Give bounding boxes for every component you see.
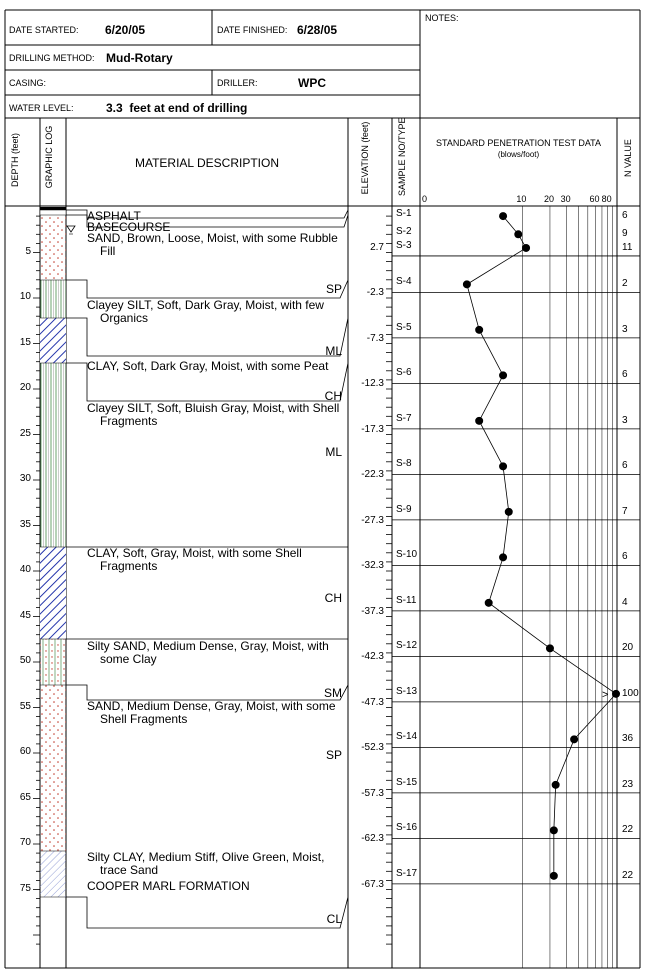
n-value: 6 — [622, 369, 628, 381]
spt-tick-label: 0 — [422, 194, 428, 204]
elevation-value: -7.3 — [366, 332, 384, 344]
depth-label: 45 — [19, 609, 31, 621]
n-value: 9 — [622, 228, 628, 240]
depth-label: 20 — [19, 382, 31, 393]
material-description — [87, 880, 250, 893]
driller-value: WPC — [298, 76, 326, 90]
elevation-value: 2.7 — [370, 241, 384, 253]
n-value: 11 — [622, 241, 633, 253]
uscs-symbol: CL — [326, 912, 342, 926]
sample-number: S-9 — [396, 503, 412, 515]
elevation-value: -67.3 — [361, 878, 384, 890]
n-value-column-header: N VALUE — [623, 139, 633, 177]
material-line: trace Sand — [100, 863, 159, 877]
material-line: BASECOURSE — [87, 220, 171, 234]
depth-label: 70 — [19, 837, 31, 848]
elevation-value: -17.3 — [361, 423, 384, 435]
uscs-symbol: CH — [324, 389, 342, 403]
sample-number: S-4 — [396, 276, 412, 288]
elevation-value: -62.3 — [361, 833, 384, 844]
n-value: 23 — [622, 778, 634, 790]
depth-label: 10 — [19, 291, 31, 302]
sample-number: S-7 — [396, 412, 412, 424]
sample-number: S-1 — [396, 208, 412, 220]
depth-label: 75 — [19, 882, 31, 894]
n-value: 2 — [622, 278, 628, 290]
depth-column-header: DEPTH (feet) — [10, 133, 20, 188]
sample-number: S-2 — [396, 226, 412, 238]
spt-point — [499, 553, 507, 561]
sample-number: S-3 — [396, 239, 412, 251]
material-line: CLAY, Soft, Gray, Moist, with some Shell — [87, 546, 302, 560]
date-started-label: DATE STARTED: — [9, 25, 79, 35]
depth-label: 60 — [19, 746, 31, 757]
casing-label: CASING: — [9, 78, 47, 88]
notes-label: NOTES: — [425, 13, 459, 23]
elevation-value: -47.3 — [361, 696, 384, 708]
depth-label: 40 — [19, 564, 31, 575]
sample-number: S-5 — [396, 321, 412, 333]
spt-point — [550, 872, 558, 880]
depth-label: 50 — [19, 655, 31, 666]
n-value: 4 — [622, 596, 628, 608]
n-value: 20 — [622, 642, 634, 654]
material-description — [87, 851, 324, 877]
spt-point — [499, 212, 507, 220]
elevation-value: -42.3 — [361, 651, 384, 662]
elevation-value: -52.3 — [361, 742, 384, 753]
material-line: Fragments — [100, 559, 158, 573]
graphic-log-column — [40, 207, 75, 897]
spt-point — [475, 417, 483, 425]
date-finished-label: DATE FINISHED: — [217, 25, 288, 35]
sample-number: S-8 — [396, 458, 412, 470]
uscs-symbol: SP — [325, 748, 342, 762]
water-level-value: 3.3 feet at end of drilling — [106, 101, 248, 115]
sample-number: S-16 — [396, 822, 418, 834]
uscs-symbol: SP — [325, 282, 342, 296]
material-description — [87, 232, 338, 258]
sample-boundaries — [392, 256, 640, 884]
n-value: 6 — [622, 551, 628, 563]
material-description — [87, 640, 329, 666]
elevation-column-header: ELEVATION (feet) — [360, 121, 370, 195]
elevation-value: -12.3 — [361, 378, 384, 389]
n-value: 36 — [622, 733, 634, 745]
material-line: Shell Fragments — [100, 712, 188, 726]
spt-point — [505, 508, 513, 516]
uscs-symbol: CH — [324, 591, 342, 605]
sample-number: S-13 — [396, 685, 418, 697]
spt-tick-label: 10 — [516, 194, 527, 204]
elevation-value: -32.3 — [361, 560, 384, 571]
material-line: Clayey SILT, Soft, Dark Gray, Moist, with few — [87, 298, 324, 312]
sample-number: S-17 — [396, 867, 418, 879]
material-line: some Clay — [100, 652, 157, 666]
sample-number: S-11 — [396, 594, 417, 606]
spt-tick-label: 60 — [589, 194, 600, 204]
spt-point — [522, 244, 530, 252]
material-description — [87, 700, 336, 726]
spt-point — [463, 280, 471, 288]
elevation-value: -37.3 — [361, 605, 384, 617]
n-value: 7 — [622, 505, 628, 517]
spt-point — [485, 599, 493, 607]
material-line: Organics — [100, 311, 149, 325]
uscs-symbol: ML — [325, 445, 342, 459]
spt-point — [552, 781, 560, 789]
uscs-symbol: ML — [325, 344, 342, 358]
graphic-log-column-header: GRAPHIC LOG — [44, 125, 54, 189]
material-description-header: MATERIAL DESCRIPTION — [134, 156, 280, 170]
spt-point — [546, 644, 554, 652]
spt-tick-label: 80 — [601, 194, 612, 204]
spt-overflow-marker: > — [602, 688, 609, 701]
spt-point — [550, 826, 558, 834]
elevation-ticks — [386, 216, 392, 944]
sample-number: S-15 — [396, 776, 418, 788]
spt-units: (blows/foot) — [497, 150, 540, 159]
drilling-method-label: DRILLING METHOD: — [9, 53, 95, 63]
depth-label: 55 — [19, 700, 31, 712]
elevation-value: -2.3 — [366, 287, 384, 298]
date-finished-value: 6/28/05 — [297, 23, 338, 37]
depth-ticks — [33, 216, 40, 944]
water-level-label: WATER LEVEL: — [9, 103, 74, 113]
spt-point — [570, 735, 578, 743]
elevation-value: -57.3 — [361, 787, 384, 799]
sample-number: S-6 — [396, 367, 412, 379]
depth-label: 15 — [19, 336, 31, 348]
material-line: COOPER MARL FORMATION — [87, 879, 250, 893]
date-started-value: 6/20/05 — [105, 23, 146, 37]
material-description — [87, 547, 302, 573]
depth-label: 5 — [25, 245, 31, 257]
material-line: SAND, Medium Dense, Gray, Moist, with some — [87, 699, 336, 713]
material-line: Silty CLAY, Medium Stiff, Olive Green, Moist, — [87, 850, 325, 864]
spt-title: STANDARD PENETRATION TEST DATA — [435, 138, 602, 148]
sample-column-header: SAMPLE NO/TYPE — [397, 117, 407, 196]
uscs-symbol: SM — [324, 686, 342, 700]
spt-grid — [522, 206, 612, 968]
depth-label: 65 — [19, 791, 31, 803]
n-value: 22 — [622, 869, 634, 881]
material-line: Clayey SILT, Soft, Bluish Gray, Moist, with Shell — [87, 401, 340, 415]
water-level-icon — [67, 226, 75, 232]
n-value: 100 — [622, 687, 639, 699]
material-description — [87, 360, 328, 373]
spt-point — [612, 690, 620, 698]
n-value: 3 — [622, 323, 628, 335]
n-value: 6 — [622, 210, 628, 222]
spt-point — [475, 326, 483, 334]
spt-point — [514, 230, 522, 238]
n-value: 3 — [622, 414, 628, 426]
material-description — [87, 299, 324, 325]
material-line: SAND, Brown, Loose, Moist, with some Rubble — [87, 231, 338, 245]
elevation-value: -27.3 — [361, 514, 384, 526]
sample-number: S-12 — [396, 640, 418, 652]
driller-label: DRILLER: — [217, 78, 258, 88]
material-line: Fill — [100, 244, 116, 258]
n-value: 22 — [622, 824, 634, 836]
elevation-value: -22.3 — [361, 469, 384, 480]
material-line: Silty SAND, Medium Dense, Gray, Moist, with — [87, 639, 329, 653]
spt-tick-label: 20 — [543, 194, 554, 204]
spt-point — [499, 462, 507, 470]
spt-point — [499, 371, 507, 379]
depth-label: 35 — [19, 518, 31, 530]
material-line: Fragments — [100, 414, 158, 428]
spt-series-line — [467, 216, 616, 876]
material-line: ASPHALT — [87, 209, 141, 223]
sample-number: S-10 — [396, 549, 418, 561]
depth-label: 25 — [19, 427, 31, 439]
spt-plot — [463, 212, 620, 880]
drilling-method-value: Mud-Rotary — [106, 51, 173, 65]
sample-number: S-14 — [396, 731, 418, 743]
spt-tick-label: 30 — [560, 194, 571, 204]
material-line: CLAY, Soft, Dark Gray, Moist, with some Peat — [87, 359, 329, 373]
material-description — [87, 402, 339, 428]
n-value: 6 — [622, 460, 628, 472]
depth-label: 30 — [19, 473, 31, 484]
